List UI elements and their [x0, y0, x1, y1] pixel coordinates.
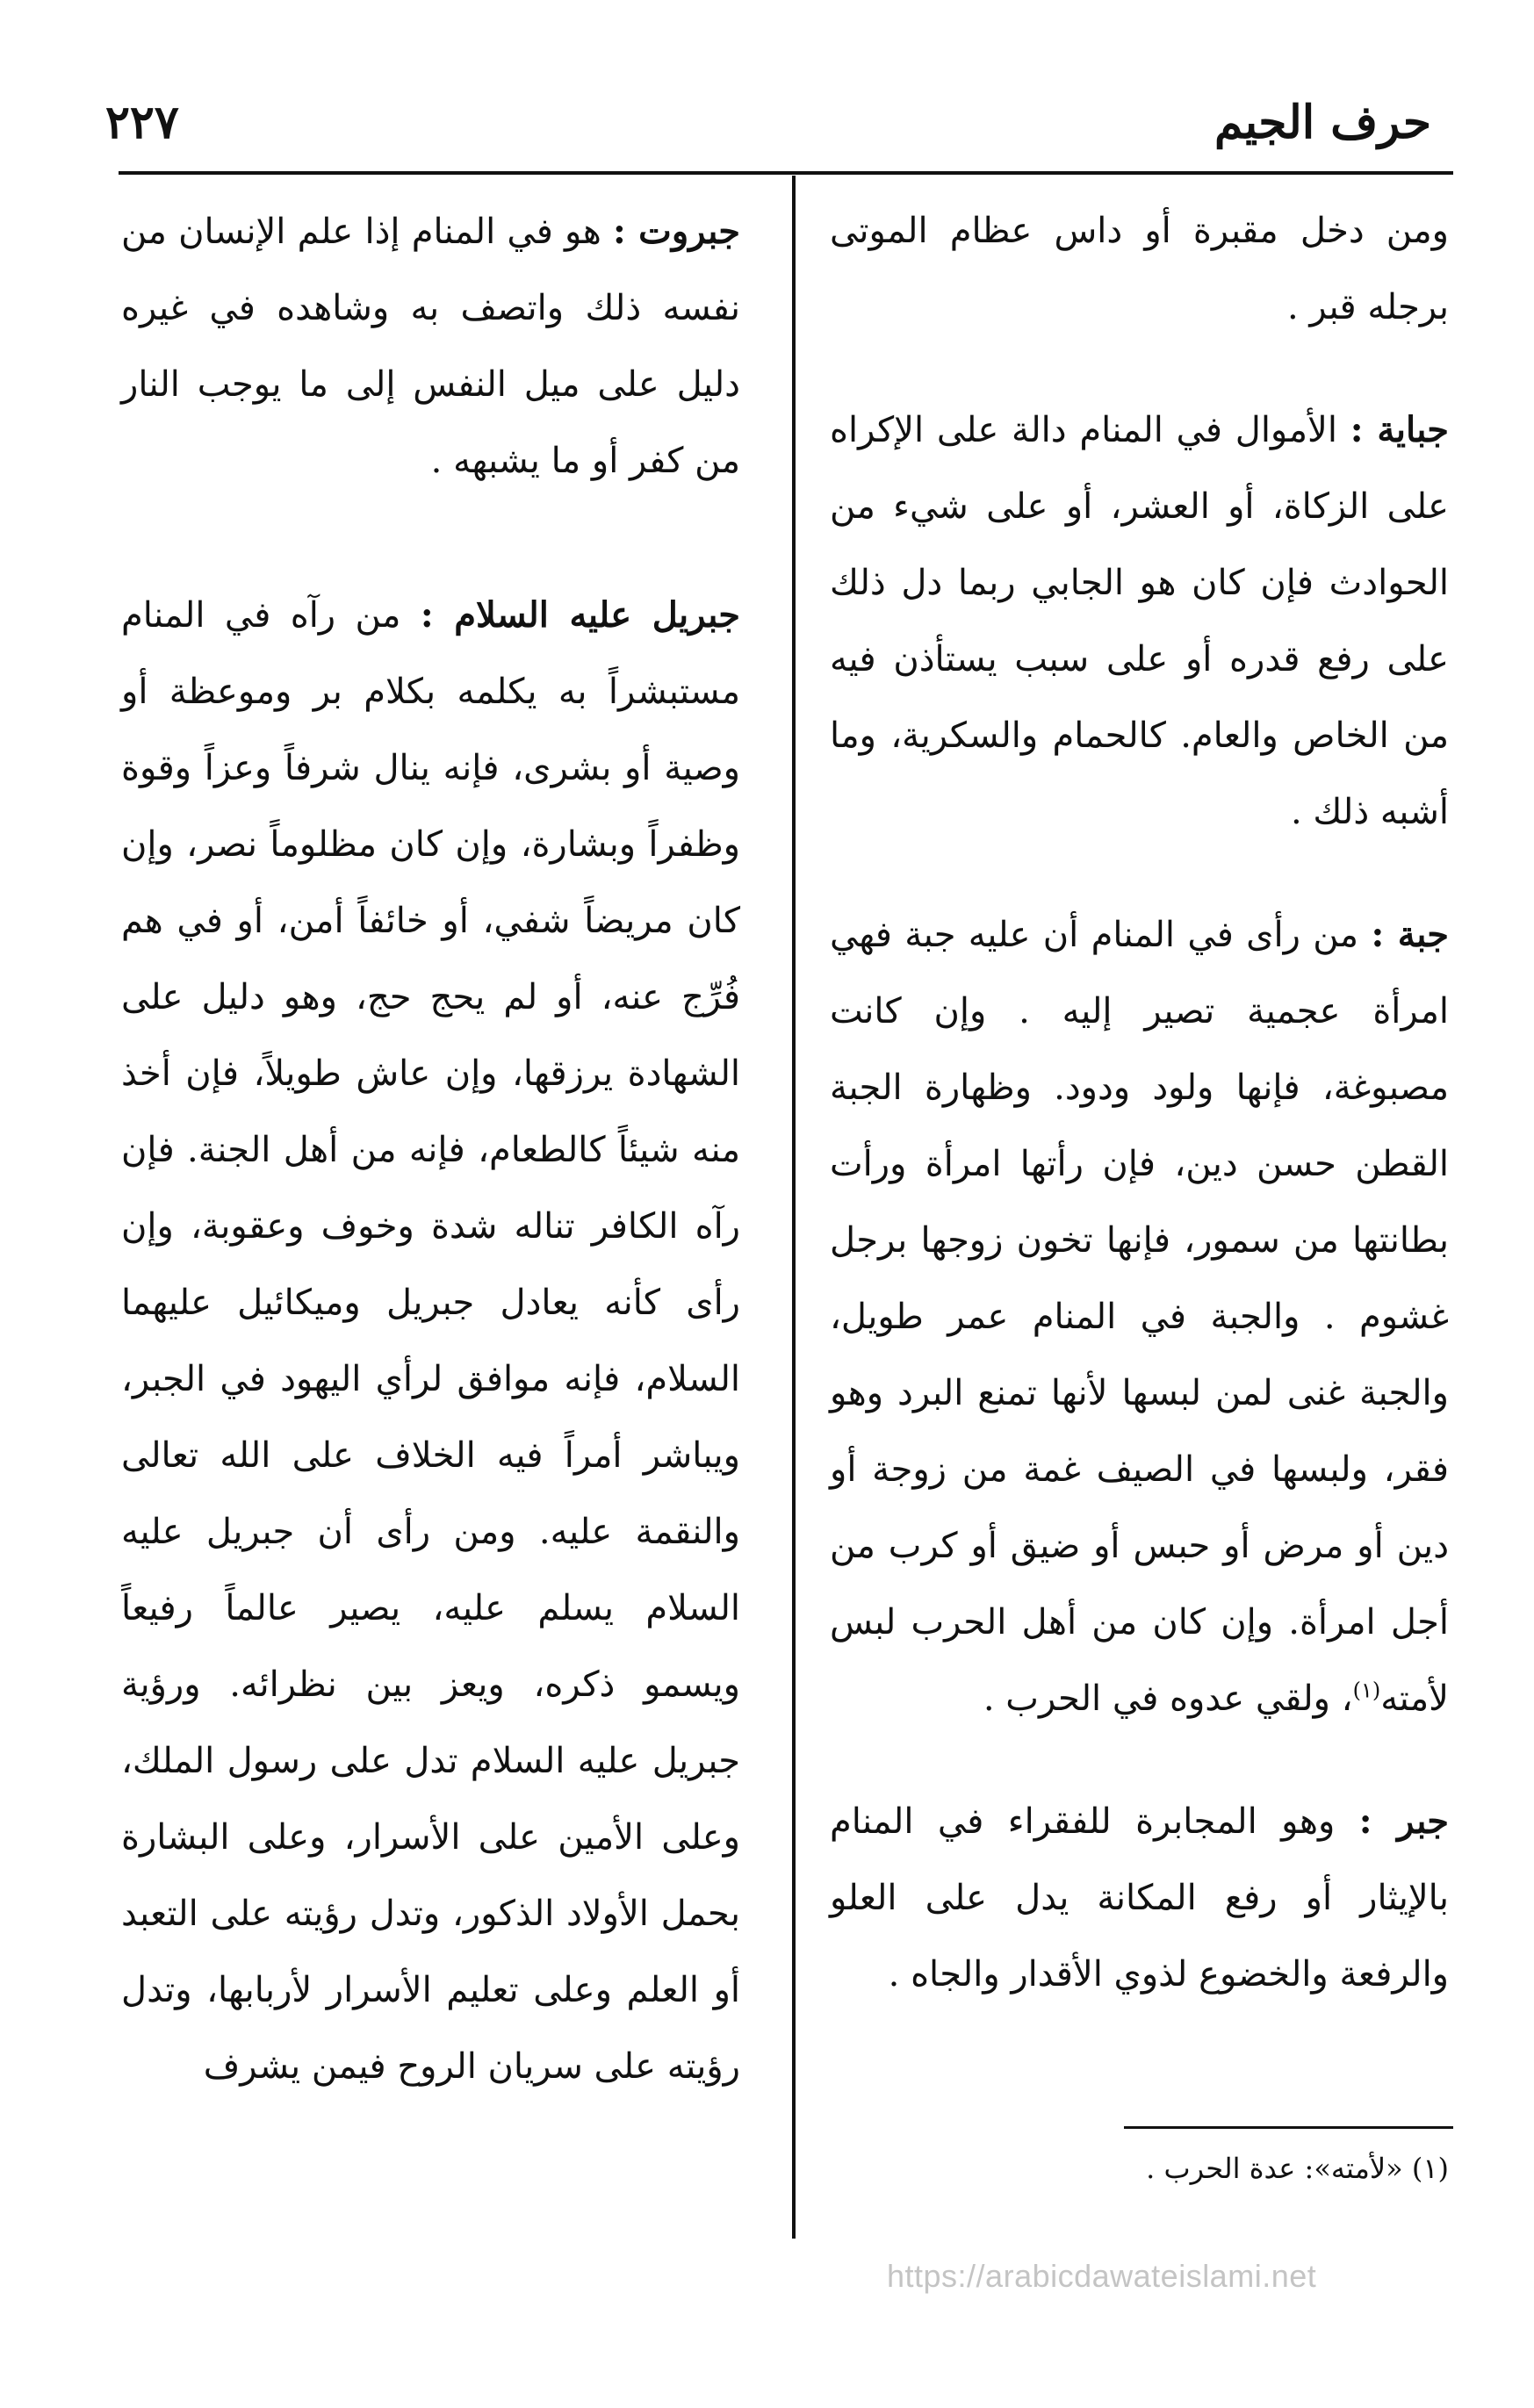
entry-jabarut: [121, 193, 740, 500]
right-column: [830, 193, 1449, 2059]
entry-text: هو في المنام إذا علم الإنسان من نفسه ذلك واتصف به وشاهده في غيره دليل على ميل النفس إلى ما يوجب النار من كفر أو ما يشبهه .: [121, 212, 740, 481]
running-head: [105, 92, 1440, 162]
entry-head: جبر :: [1358, 1801, 1449, 1842]
entry-head: جبة :: [1371, 914, 1450, 955]
page-number: ٢٢٧: [105, 96, 179, 149]
header-rule: [119, 171, 1453, 175]
entry-jubba: [830, 896, 1449, 1737]
entry-body: [830, 392, 1449, 851]
footnote-number: (١): [1411, 2152, 1449, 2185]
footnote-rule: [1124, 2126, 1453, 2129]
entry-body: [121, 577, 740, 2105]
entry-head: جباية :: [1350, 409, 1449, 450]
left-column: [121, 193, 740, 2151]
footnote: [830, 2142, 1449, 2195]
footnote-ref[interactable]: (١): [1352, 1678, 1381, 1703]
entry-text: من رآه في المنام مستبشراً به يكلمه بكلام بر وموعظة أو وصية أو بشرى، فإنه ينال شرفاً وعزاً وقوة وظفراً وبشارة، وإن كان مظلوماً نصر، وإن كان مريضاً شفي، أو خائفاً أمن، أو في هم فُرِّج عنه، أو لم يحج حج، وهو دليل على الشهادة يرزقها، وإن عاش طويلاً، فإن أخذ منه شيئاً كالطعام، فإنه من أهل الجنة. فإن رآه الكافر تناله شدة وخوف وعقوبة، وإن رأى كأنه يعادل جبريل وميكائيل عليهما السلام، فإنه موافق لرأي اليهود في الجبر، ويباشر أمراً فيه الخلاف على الله تعالى والنقمة عليه. ومن رأى أن جبريل عليه السلام يسلم عليه، يصير عالماً رفيعاً ويسمو ذكره، ويعز بين نظرائه. ورؤية جبريل عليه السلام تدل على رسول الملك، وعلى الأمين على الأسرار، وعلى البشارة بحمل الأولاد الذكور، وتدل رؤيته على التعبد أو العلم وعلى تعليم الأسرار لأربابها، وتدل رؤيته على سريان الروح فيمن يشرف: [121, 595, 740, 2087]
entry-head: جبروت :: [612, 211, 740, 252]
running-title: حرف الجيم: [1214, 96, 1431, 149]
entry-jibaya: [830, 392, 1449, 851]
watermark-url[interactable]: https://arabicdawateislami.net: [887, 2258, 1317, 2294]
entry-text: من رأى في المنام أن عليه جبة فهي امرأة عجمية تصير إليه . وإن كانت مصبوغة، فإنها ولود ودود. وظهارة الجبة القطن حسن دين، فإن رأتها امرأة ورأت بطانتها من سمور، فإنها تخون زوجها برجل غشوم . والجبة في المنام عمر طويل، والجبة غنى لمن لبسها لأنها تمنع البرد وهو فقر، ولبسها في الصيف غمة من زوجة أو دين أو مرض أو حبس أو ضيق أو كرب من أجل امرأة. وإن كان من أهل الحرب لبس لأمته: [830, 915, 1449, 1719]
entry-body: [830, 1783, 1449, 2013]
footnote-text: «لأمته»: عدة الحرب .: [1146, 2152, 1403, 2185]
column-divider: [792, 176, 796, 2239]
entry-text-after: ، ولقي عدوه في الحرب .: [983, 1678, 1353, 1719]
entry-body: [830, 896, 1449, 1737]
entry-text: الأموال في المنام دالة على الإكراه على الزكاة، أو العشر، أو على شيء من الحوادث فإن كان هو الجابي ربما دل ذلك على رفع قدره أو على سبب يستأذن فيه من الخاص والعام. كالحمام والسكرية، وما أشبه ذلك .: [830, 410, 1449, 832]
entry-body: [121, 193, 740, 500]
entry-jabr: [830, 1783, 1449, 2013]
entry-head: جبريل عليه السلام :: [420, 594, 741, 636]
entry-jibril: [121, 577, 740, 2105]
entry-text: وهو المجابرة للفقراء في المنام بالإيثار أو رفع المكانة يدل على العلو والرفعة والخضوع لذوي الأقدار والجاه .: [830, 1801, 1449, 1995]
continuation-text: ومن دخل مقبرة أو داس عظام الموتى برجله قبر .: [830, 211, 1449, 327]
continuation-entry: [830, 193, 1449, 346]
